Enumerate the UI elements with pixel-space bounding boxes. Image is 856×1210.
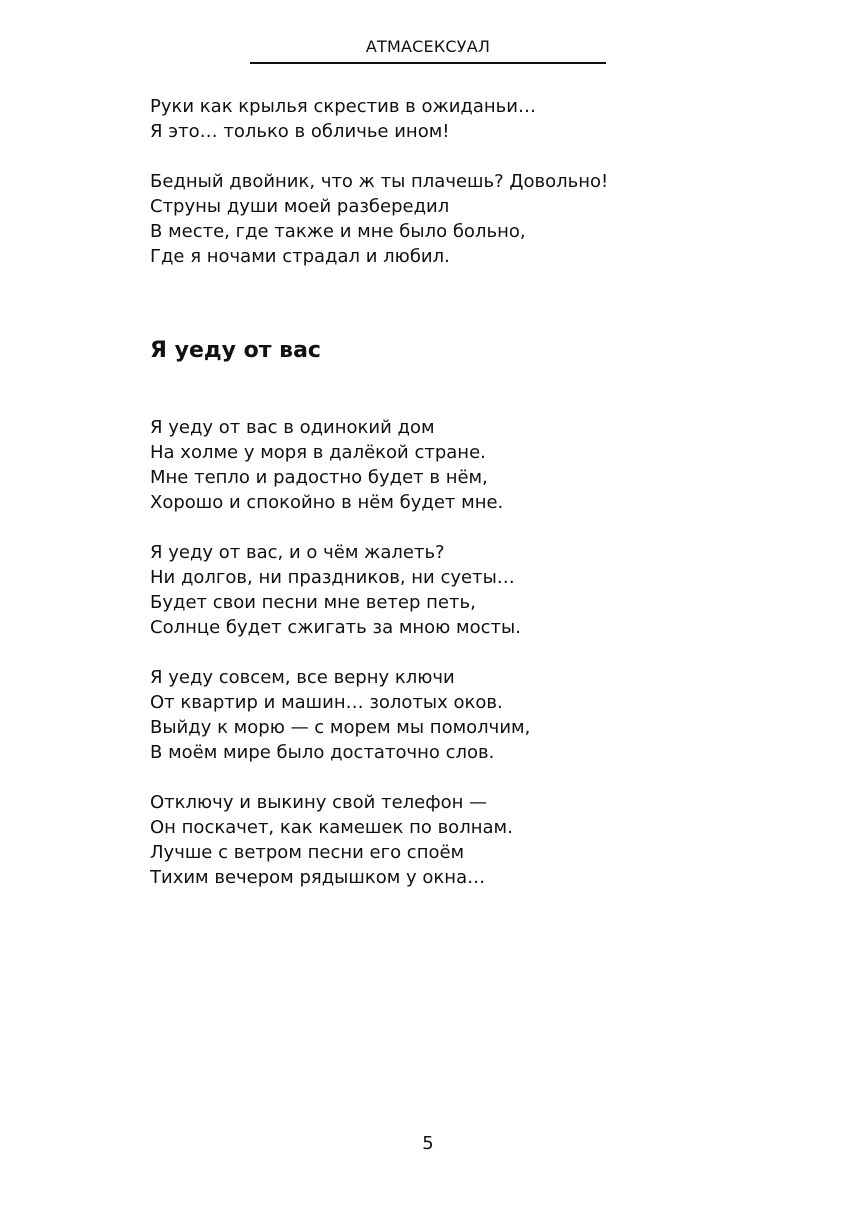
poem-line: В месте, где также и мне было больно, [150,221,526,242]
poem-line: Хорошо и спокойно в нём будет мне. [150,492,504,513]
header-rule [250,62,606,64]
poem-line: Лучше с ветром песни его споём [150,842,465,863]
poem-body [150,415,770,890]
stanza [150,665,770,765]
poem-line: Тихим вечером рядышком у окна… [150,867,486,888]
page-content [150,94,770,915]
poem-line: Я это… только в обличье ином! [150,121,450,142]
poem-line: Будет свои песни мне ветер петь, [150,592,476,613]
stanza [150,169,770,269]
previous-poem-ending [150,94,770,269]
poem-line: Бедный двойник, что ж ты плачешь? Довольно! [150,171,609,192]
stanza [150,94,770,144]
stanza [150,790,770,890]
poem-line: Отключу и выкину свой телефон — [150,792,488,813]
poem-line: Я уеду от вас, и о чём жалеть? [150,542,445,563]
poem-title: Я уеду от вас [150,338,321,363]
poem-line: Он поскачет, как камешек по волнам. [150,817,513,838]
stanza [150,540,770,640]
page-number: 5 [422,1133,434,1154]
poem-line: От квартир и машин… золотых оков. [150,692,503,713]
poem-line: Солнце будет сжигать за мною мосты. [150,617,521,638]
poem-line: Я уеду совсем, все верну ключи [150,667,455,688]
poem-line: Я уеду от вас в одинокий дом [150,417,435,438]
poem-line: Ни долгов, ни праздников, ни суеты… [150,567,515,588]
poem-line: Руки как крылья скрестив в ожиданьи… [150,96,536,117]
running-header: АТМАСЕКСУАЛ [365,37,491,56]
poem-line: Мне тепло и радостно будет в нём, [150,467,488,488]
poem-line: Струны души моей разбередил [150,196,450,217]
poem-line: На холме у моря в далёкой стране. [150,442,486,463]
stanza [150,415,770,515]
poem-line: В моём мире было достаточно слов. [150,742,495,763]
poem-line: Выйду к морю — с морем мы помолчим, [150,717,531,738]
poem-line: Где я ночами страдал и любил. [150,246,450,267]
